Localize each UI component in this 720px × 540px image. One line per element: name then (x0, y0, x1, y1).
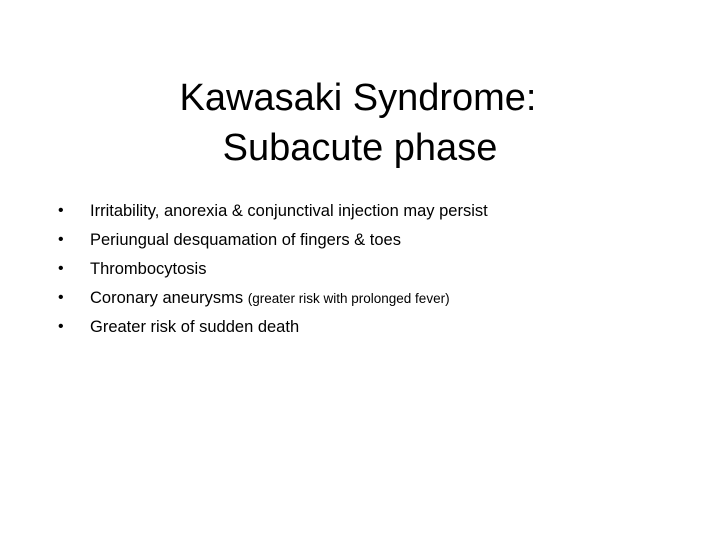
bullet-icon: • (58, 260, 64, 277)
bullet-text: Irritability, anorexia & conjunctival injection may persist (90, 202, 488, 220)
bullet-icon: • (58, 318, 64, 335)
bullet-icon: • (58, 231, 64, 248)
bullet-item-desquamation (58, 227, 698, 256)
bullet-item-sudden-death (58, 314, 698, 343)
bullet-text: Periungual desquamation of fingers & toes (90, 231, 401, 249)
slide-title (0, 73, 720, 173)
bullet-list (58, 198, 698, 343)
bullet-item-thrombocytosis (58, 256, 698, 285)
bullet-icon: • (58, 202, 64, 219)
bullet-icon: • (58, 289, 64, 306)
title-line-1: Kawasaki Syndrome: (179, 77, 537, 120)
bullet-item-irritability (58, 198, 698, 227)
bullet-text: Greater risk of sudden death (90, 318, 300, 336)
bullet-text: Thrombocytosis (90, 260, 207, 278)
title-line-2: Subacute phase (222, 127, 498, 170)
bullet-item-coronary-aneurysms (58, 285, 698, 314)
bullet-note: (greater risk with prolonged fever) (247, 291, 450, 306)
bullet-text: Coronary aneurysms (90, 289, 248, 307)
